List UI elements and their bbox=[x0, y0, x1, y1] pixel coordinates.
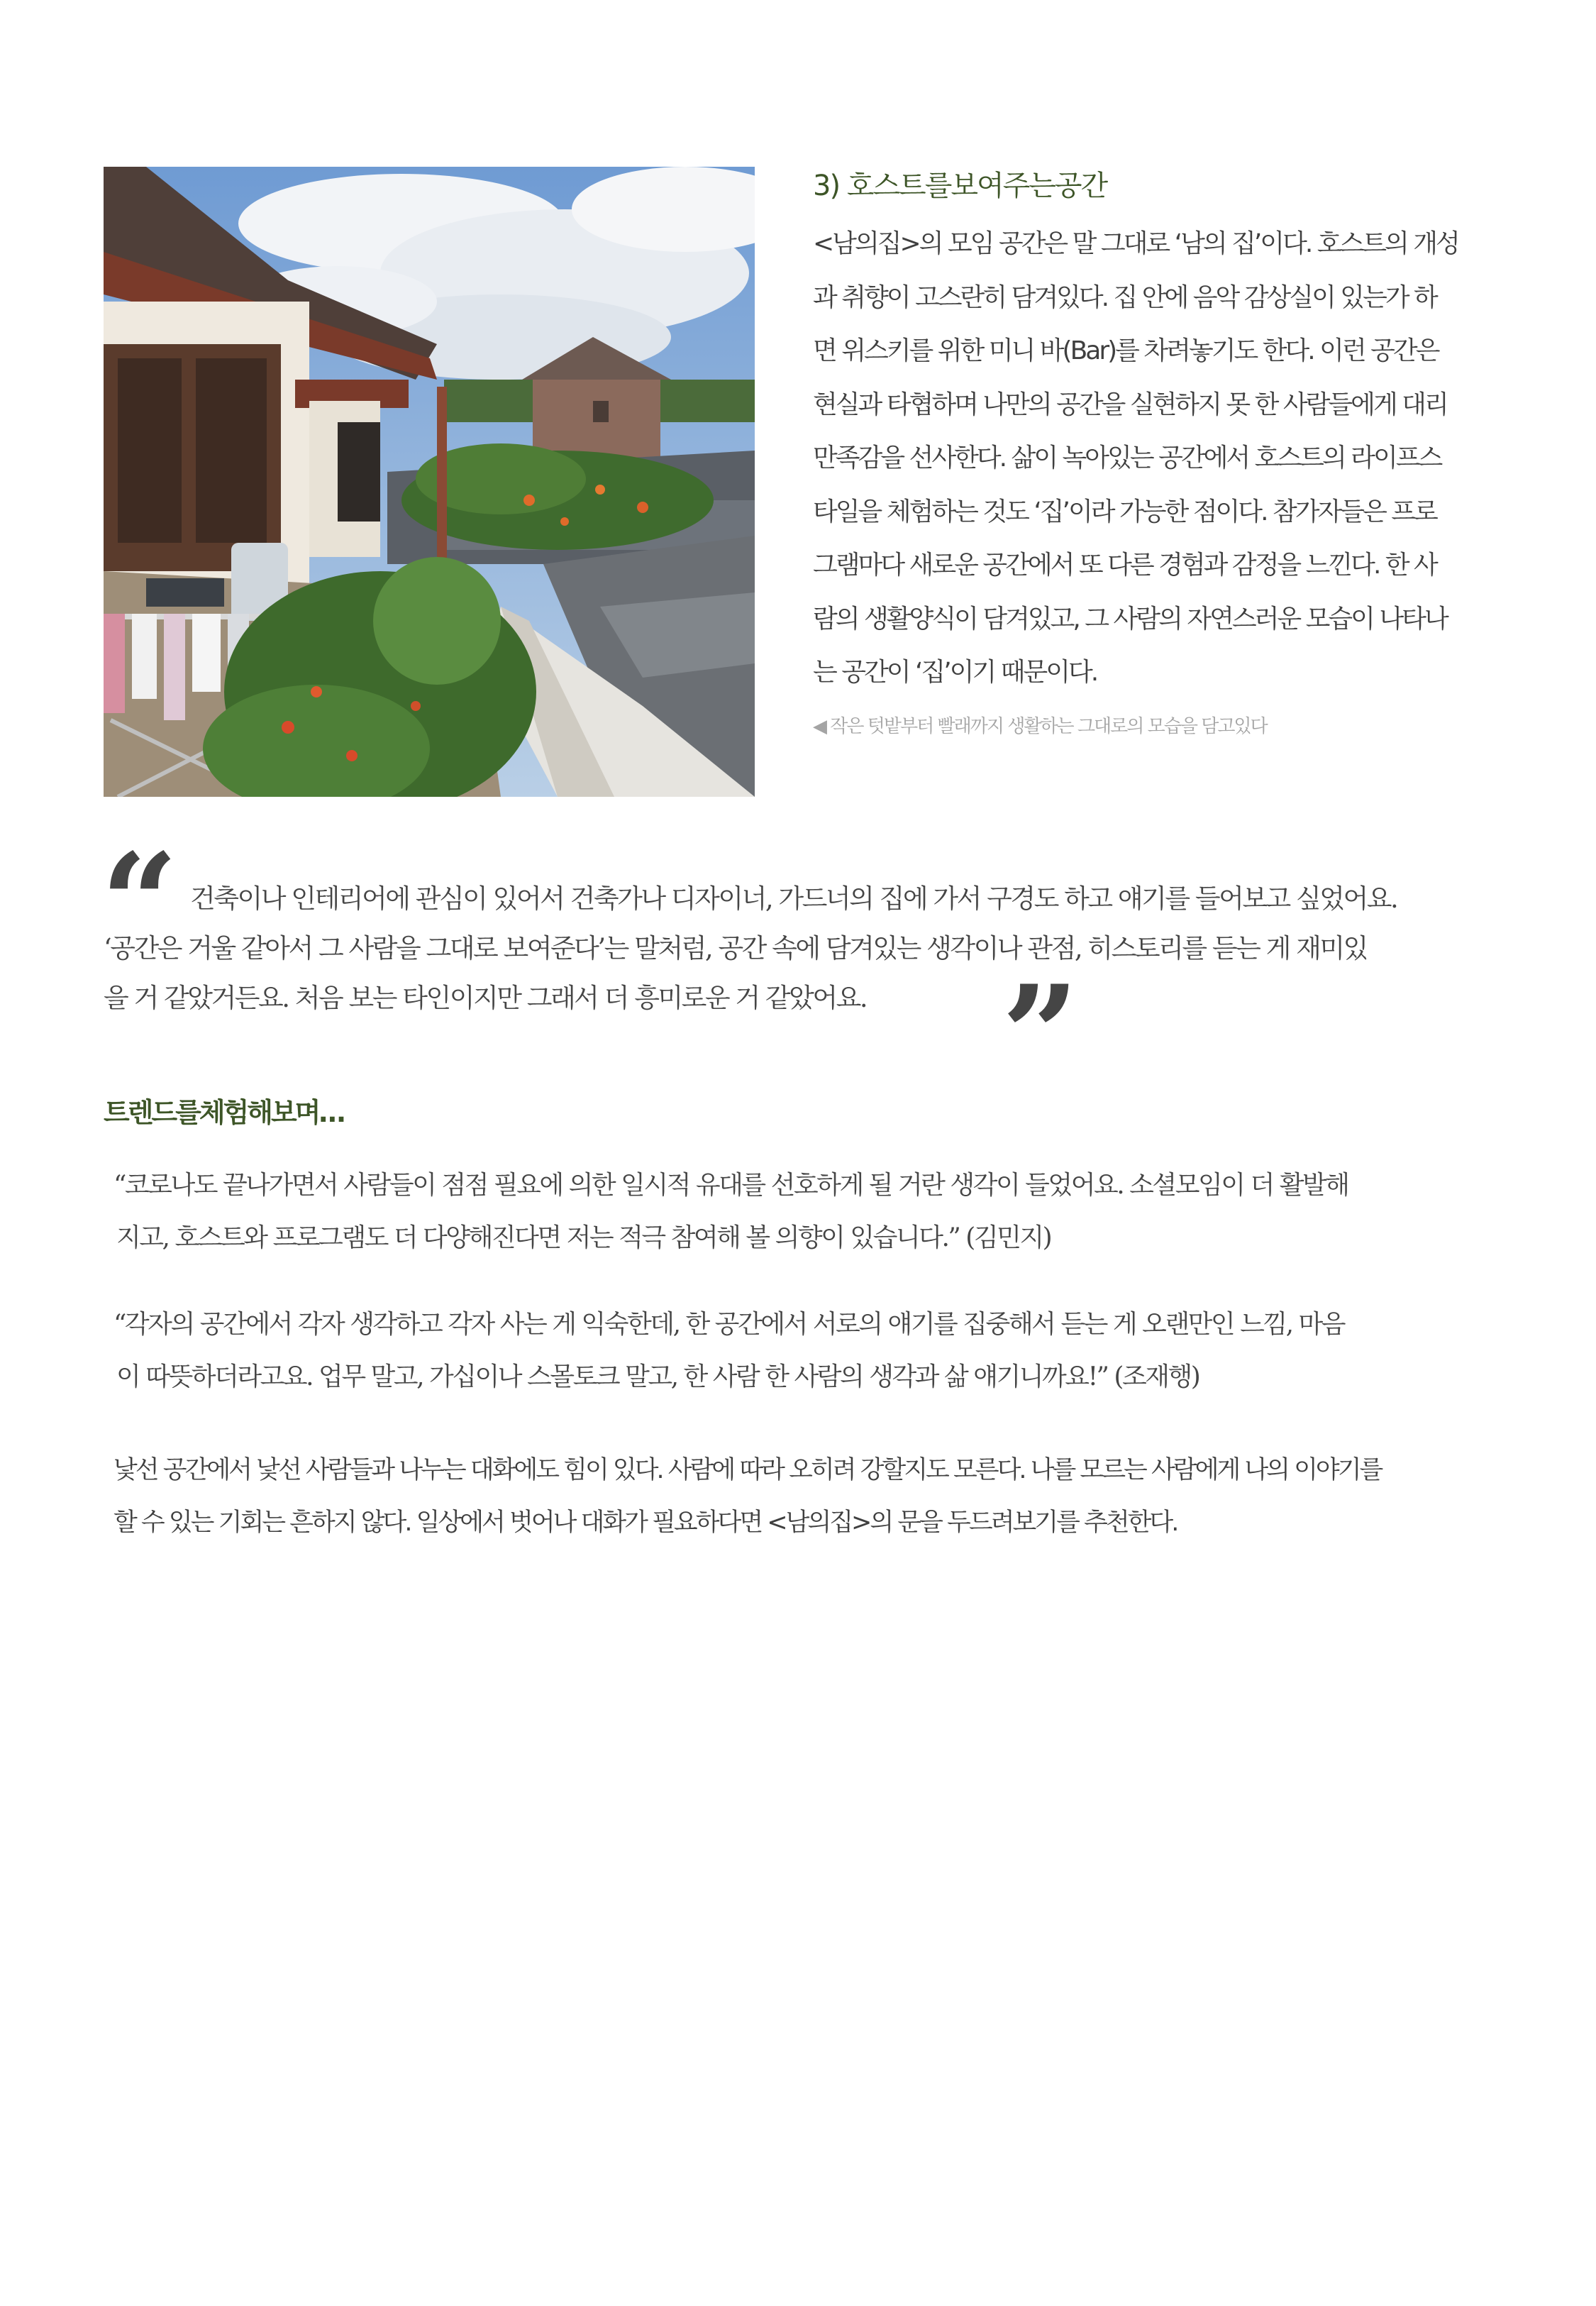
testimonial-kim bbox=[113, 1159, 1532, 1264]
section-body bbox=[813, 217, 1494, 700]
rooftop-photo-icon bbox=[104, 167, 755, 797]
closing-line: 낯선 공간에서 낯선 사람들과 나누는 대화에도 힘이 있다. 사람에 따라 오히려 강할지도 모른다. 나를 모르는 사람에게 나의 이야기를 bbox=[113, 1456, 1382, 1484]
section-body-line: 는 공간이 ‘집’이기 때문이다. bbox=[813, 658, 1097, 687]
closing-line: 할 수 있는 기회는 흔하지 않다. 일상에서 벗어나 대화가 필요하다면 <남의집>의 문을 두드려보기를 추천한다. bbox=[113, 1508, 1177, 1537]
pull-quote-line: ‘공간은 거울 같아서 그 사람을 그대로 보여준다’는 말처럼, 공간 속에 담겨있는 생각이나 관점, 히스토리를 듣는 게 재미있 bbox=[104, 933, 1367, 964]
section-body-line: 면 위스키를 위한 미니 바(Bar)를 차려놓기도 한다. 이런 공간은 bbox=[813, 336, 1439, 365]
testimonial-line: “각자의 공간에서 각자 생각하고 각자 사는 게 익숙한데, 한 공간에서 서로의 얘기를 집중해서 듣는 게 오랜만인 느낌, 마음 bbox=[113, 1310, 1345, 1339]
section-title: 3) 호스트를보여주는공간 bbox=[813, 170, 1107, 202]
section-body-line: 과 취향이 고스란히 담겨있다. 집 안에 음악 감상실이 있는가 하 bbox=[813, 282, 1436, 312]
rooftop-photo bbox=[104, 167, 755, 797]
pull-quote bbox=[104, 874, 1522, 1023]
pull-quote-line: 건축이나 인테리어에 관심이 있어서 건축가나 디자이너, 가드너의 집에 가서 구경도 하고 얘기를 들어보고 싶었어요. bbox=[190, 883, 1397, 914]
open-quote-icon: “ bbox=[101, 824, 179, 982]
pull-quote-line: 을 거 같았거든요. 처음 보는 타인이지만 그래서 더 흥미로운 거 같았어요. bbox=[104, 983, 867, 1013]
closing-paragraph bbox=[113, 1444, 1532, 1549]
section-body-line: 람의 생활양식이 담겨있고, 그 사람의 자연스러운 모습이 나타나 bbox=[813, 604, 1447, 634]
section-body-line: 만족감을 선사한다. 삶이 녹아있는 공간에서 호스트의 라이프스 bbox=[813, 443, 1441, 473]
section-body-line: <남의집>의 모임 공간은 말 그대로 ‘남의 집’이다. 호스트의 개성 bbox=[813, 229, 1458, 258]
close-quote-icon: ” bbox=[1002, 956, 1080, 1114]
photo-caption: ◀ 작은 텃밭부터 빨래까지 생활하는 그대로의 모습을 담고있다 bbox=[813, 716, 1267, 737]
testimonial-jo bbox=[113, 1298, 1532, 1403]
section-body-line: 현실과 타협하며 나만의 공간을 실현하지 못 한 사람들에게 대리 bbox=[813, 390, 1447, 419]
testimonial-line: “코로나도 끝나가면서 사람들이 점점 필요에 의한 일시적 유대를 선호하게 될 거란 생각이 들었어요. 소셜모임이 더 활발해 bbox=[113, 1171, 1348, 1200]
trend-heading: 트렌드를체험해보며… bbox=[104, 1097, 344, 1128]
testimonial-line: 지고, 호스트와 프로그램도 더 다양해진다면 저는 적극 참여해 볼 의향이 있습니다.” (김민지) bbox=[116, 1223, 1051, 1252]
section-body-line: 그램마다 새로운 공간에서 또 다른 경험과 감정을 느낀다. 한 사 bbox=[813, 551, 1436, 580]
testimonial-line: 이 따뜻하더라고요. 업무 말고, 가십이나 스몰토크 말고, 한 사람 한 사람의 생각과 삶 얘기니까요!” (조재행) bbox=[116, 1362, 1199, 1391]
section-body-line: 타일을 체험하는 것도 ‘집’이라 가능한 점이다. 참가자들은 프로 bbox=[813, 497, 1436, 526]
